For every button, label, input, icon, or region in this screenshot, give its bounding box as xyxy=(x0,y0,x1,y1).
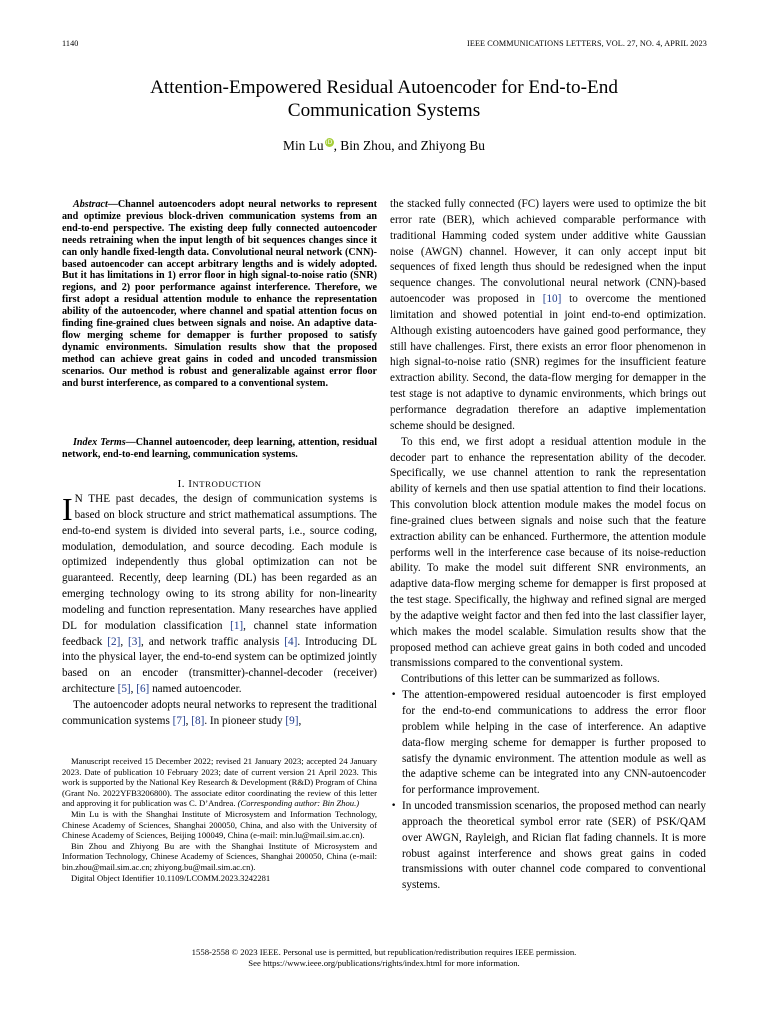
intro-paragraph-1 xyxy=(62,492,377,698)
orcid-icon[interactable]: iD xyxy=(325,139,333,146)
intro-text: . Introducing DL into the physical layer, the end-to-end system can be optimized jointly based on an encoder (transmitter)-channel-decoder (receiver) architecture xyxy=(62,635,377,696)
body-text: the stacked fully connected (FC) layers were used to optimize the bit error rate (BER), which achieved comparable performance with traditional Hamming coded system under additive white Gaussian noise (AWGN) channel. However, it can only accept input bit sequences of fixed length thus should be redesigned when the input sequence changes. The convolutional neural network (CNN)-based autoencoder was proposed in xyxy=(390,198,706,306)
title-line-2: Communication Systems xyxy=(287,100,481,121)
citation-2[interactable]: [2] xyxy=(107,635,121,648)
drop-cap: I xyxy=(62,491,73,527)
abstract xyxy=(62,199,377,390)
abstract-text: Channel autoencoders adopt neural networks to represent and optimize previous block-driven communication systems from an end-to-end perspective. The existing deep fully connected autoencoder needs retraining when the input length of bit sequences changes since it can only handle fixed-length data. Convolutional neural network (CNN)-based autoencoder can accept arbitrary lengths and is widely adopted. But it has limitations in 1) error floor in high signal-to-noise ratio (SNR) regions, and 2) poor performance against interference. Therefore, we first adopt a residual attention module to enhance the representation ability of the autoencoder, where channel and spatial attention focus on finding fine-grained clues between signals and noise. An adaptive data-flow merging scheme for demapper is further proposed to satisfy dynamic environments. Simulation results show that the proposed method can achieve great gains in coded and uncoded transmission scenarios. Our method is robust and generalizable against error floor and burst interference, as compared to a conventional system. xyxy=(62,199,377,389)
citation-7[interactable]: [7] xyxy=(172,714,186,727)
page-number: 1140 xyxy=(62,39,79,48)
running-header: IEEE COMMUNICATIONS LETTERS, VOL. 27, NO. 4, APRIL 2023 xyxy=(467,39,707,48)
citation-4[interactable]: [4] xyxy=(284,635,298,648)
index-terms-dash: — xyxy=(125,437,136,448)
citation-1[interactable]: [1] xyxy=(230,619,244,632)
intro-text: N THE past decades, the design of communication systems is based on block structure and strict mathematical assumptions. The end-to-end system is divided into several parts, i.e., source coding, modulation, demodulation, and source decoding. Each module is optimized independently thus global optimization can not be guaranteed. Recently, deep learning (DL) has been regarded as an emerging technology owing to its strong ability for non-linearity modeling and function representation. Many researches have applied DL for modulation classification xyxy=(62,493,377,632)
intro-text: The autoencoder adopts neural networks to represent the traditional communication systems xyxy=(62,698,377,727)
citation-10[interactable]: [10] xyxy=(542,293,562,306)
paper-title xyxy=(84,76,684,122)
body-text: to overcome the mentioned limitation and showed potential in joint end-to-end optimization. Although existing autoencoders have gained good performance, they still have challenges. First, there exists an error floor phenomenon in high signal-to-noise ratio (SNR) regimes for the insufficient feature extraction ability. Second, the data-flow merging for demapper in the test stage is not adaptive to dynamic environments, which brings out performance degradation therefore an adaptive implementation scheme should be designed. xyxy=(390,293,706,432)
copyright-line-1: 1558-2558 © 2023 IEEE. Personal use is permitted, but republication/redistribution requires IEEE permission. xyxy=(191,947,577,957)
intro-text: , channel state information feedback xyxy=(62,619,377,648)
citation-3[interactable]: [3] xyxy=(128,635,142,648)
author-list xyxy=(84,138,684,154)
abstract-label: Abstract xyxy=(73,199,108,210)
intro-text: . In pioneer study xyxy=(204,714,286,727)
copyright-notice xyxy=(84,947,684,969)
list-item xyxy=(390,799,706,894)
footnote-affiliation-1: Min Lu is with the Shanghai Institute of Microsystem and Information Technology, Chinese Academy of Sciences, Shanghai 200050, China, and also with the University of Chinese Academy of Sciences, Beijing 100049, China (e-mail: min.lu@mail.sim.ac.cn). xyxy=(62,808,377,841)
section-numeral: I. I xyxy=(177,478,193,490)
contributions-intro: Contributions of this letter can be summarized as follows. xyxy=(401,673,660,686)
intro-text: , xyxy=(130,683,137,696)
contributions-list xyxy=(390,688,706,894)
index-terms xyxy=(62,437,377,461)
abstract-dash: — xyxy=(107,199,118,210)
index-terms-text: Channel autoencoder, deep learning, attention, residual network, end-to-end learning, communication systems. xyxy=(62,437,377,460)
list-item-text: The attention-empowered residual autoencoder is first employed for the end-to-end communications to address the error floor problem while helping in the case of interference. An adaptive data-flow merging scheme for demapper is further proposed to satisfy the dynamic environment. The attention module as well as the adaptive scheme can be integrated into any CNN-autoencoder for performance improvement. xyxy=(402,689,706,797)
citation-5[interactable]: [5] xyxy=(117,683,131,696)
section-name: NTRODUCTION xyxy=(192,479,262,489)
corresponding-author: (Corresponding author: Bin Zhou.) xyxy=(237,798,360,809)
citation-6[interactable]: [6] xyxy=(136,683,150,696)
intro-text: , and network traffic analysis xyxy=(141,635,285,648)
footnote-manuscript xyxy=(62,756,377,809)
copyright-line-2: See https://www.ieee.org/publications/rights/index.html for more information. xyxy=(248,958,520,968)
title-line-1: Attention-Empowered Residual Autoencoder for End-to-End xyxy=(150,77,618,98)
intro-text: , xyxy=(298,714,302,727)
right-column-body xyxy=(390,197,706,894)
intro-text: named autoencoder. xyxy=(149,683,242,696)
intro-text: , xyxy=(120,635,128,648)
author-first: Min Lu xyxy=(283,138,324,153)
bullet-icon: • xyxy=(391,690,397,701)
introduction-body xyxy=(62,492,377,730)
citation-8[interactable]: [8] xyxy=(191,714,205,727)
intro-paragraph-2 xyxy=(62,698,377,730)
section-heading-introduction xyxy=(62,478,377,491)
right-paragraph-2: To this end, we first adopt a residual attention module in the decoder part to enhance the representation ability of the decoder. Specifically, we use channel attention to rank the representation ability of kernels and then use spatial attention to find their locations. This convolution block attention module makes the model focus on fine-grained clues between signals and noise such that the feature extraction ability can be enhanced. Furthermore, the attention module performs well in the interference case because of its noise-reduction ability. To make the model suit different SNR environments, an adaptive data-flow merging scheme for demapper is first proposed at the test stage. Specifically, the highway and refined signal are merged by the adaptive weight factor and then fed into the last classifier layer, which makes the model scalable. Simulation results show that the proposed method can achieve great gains in both coded and uncoded transmissions compared to the conventional system. xyxy=(390,435,706,670)
footnote-doi: Digital Object Identifier 10.1109/LCOMM.2023.3242281 xyxy=(71,872,271,883)
footnote xyxy=(62,756,377,883)
bullet-icon: • xyxy=(391,801,397,812)
list-item-text: In uncoded transmission scenarios, the proposed method can nearly approach the theoretical symbol error rate (SER) of PSK/QAM over AWGN, Rayleigh, and Rician flat fading channels. It is more robust against interference and shows great gains in coded transmissions with outer channel code compared to conventional systems. xyxy=(402,800,706,892)
footnote-affiliation-2: Bin Zhou and Zhiyong Bu are with the Shanghai Institute of Microsystem and Information Technology, Chinese Academy of Sciences, Shanghai 200050, China (e-mail: bin.zhou@mail.sim.ac.cn; zhiyong.bu@mail.sim.ac.cn). xyxy=(62,840,377,872)
index-terms-label: Index Terms xyxy=(73,437,126,448)
right-paragraph-1 xyxy=(390,197,706,435)
intro-text: , xyxy=(185,714,192,727)
list-item xyxy=(390,688,706,799)
author-rest: , Bin Zhou, and Zhiyong Bu xyxy=(333,138,485,153)
citation-9[interactable]: [9] xyxy=(285,714,299,727)
footnote-text: Manuscript received 15 December 2022; revised 21 January 2023; accepted 24 January 2023. Date of publication 10 February 2023; date of current version 21 April 2023. This work is supported by the National Key Research & Development (R&D) Program of China (Grant No. 2022YFB3206800). The associate editor coordinating the review of this letter and approving it for publication was C. D’Andrea. xyxy=(62,756,377,809)
